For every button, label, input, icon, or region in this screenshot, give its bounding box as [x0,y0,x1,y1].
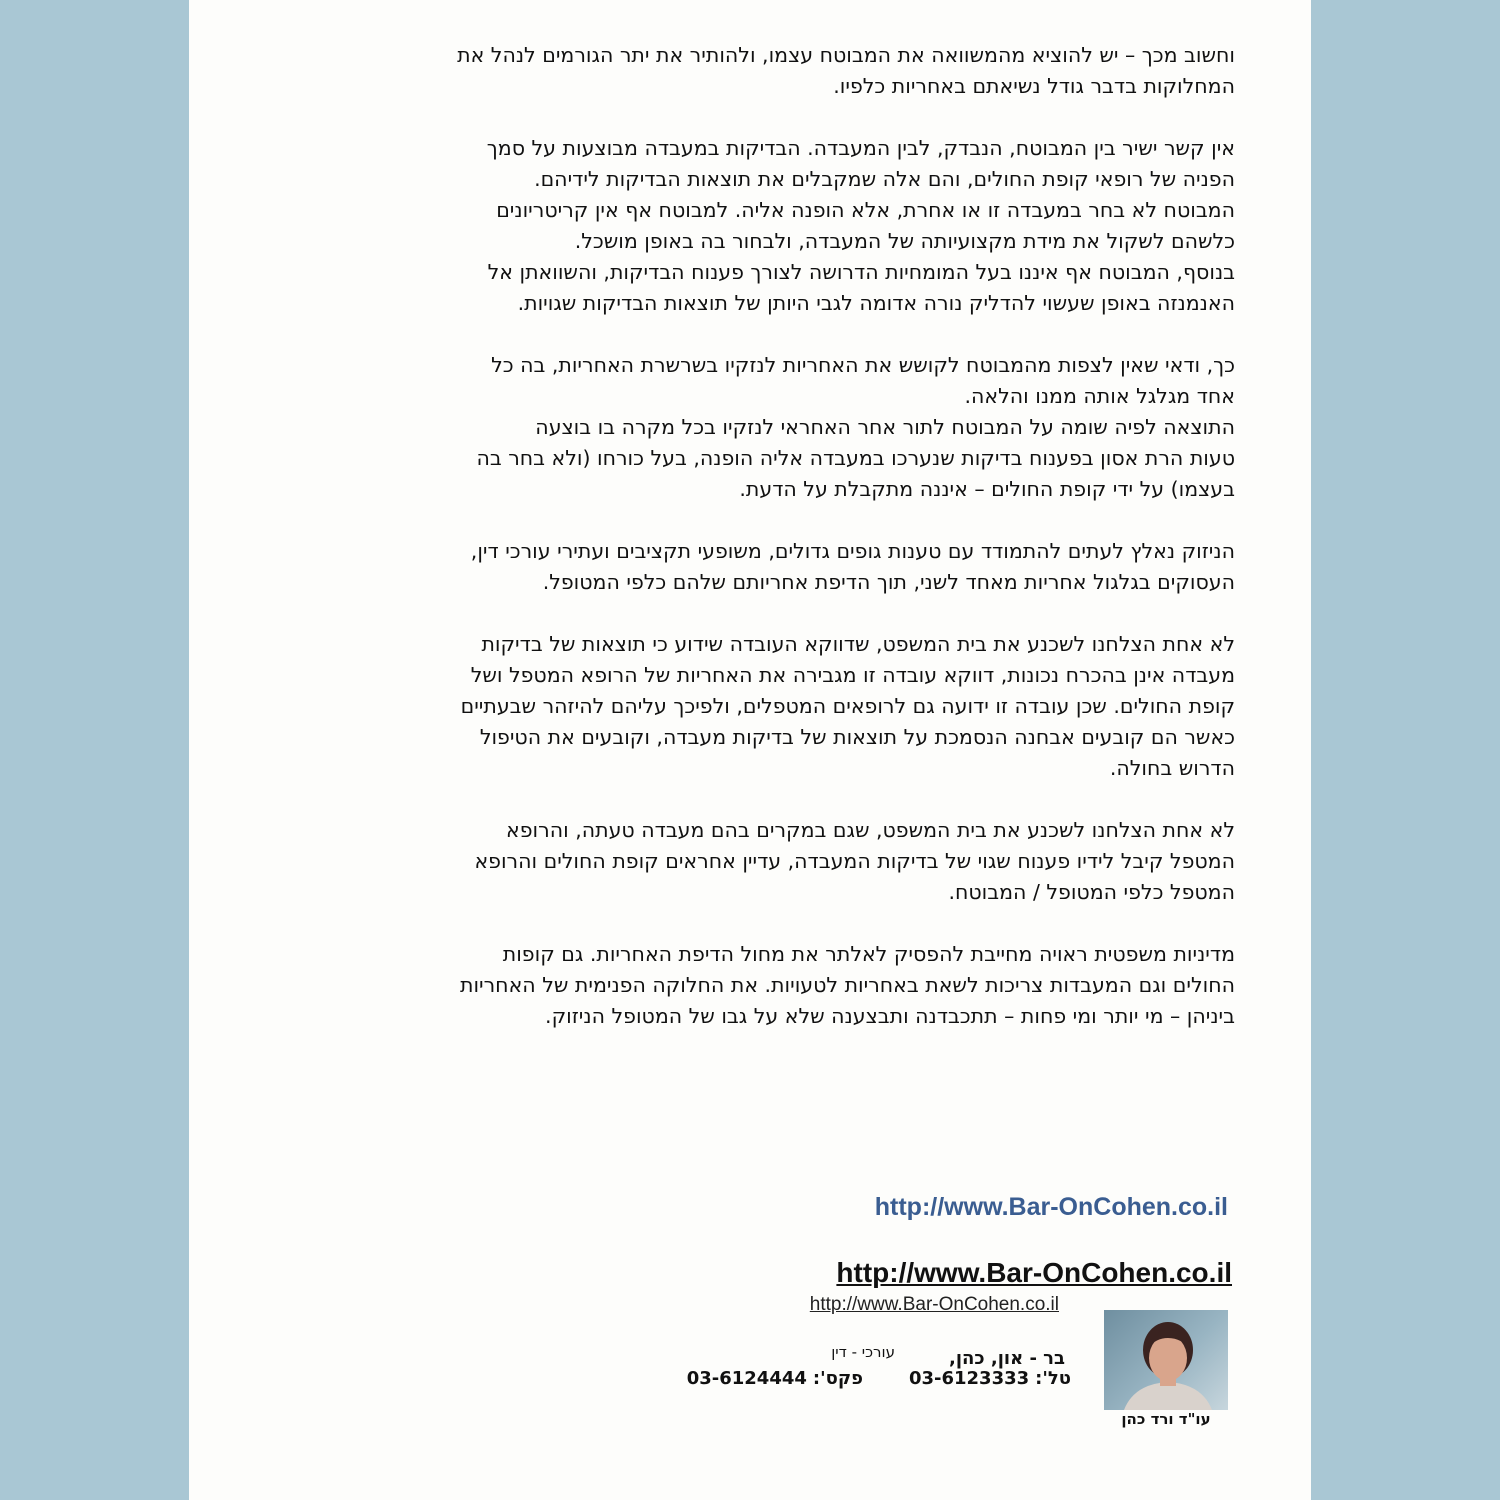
paragraph [279,815,1235,908]
text-line: אחד מגלגל אותה ממנו והלאה. [964,384,1235,408]
document-page [189,0,1311,1500]
website-link-blue[interactable]: http://www.Bar-OnCohen.co.il [874,1193,1228,1221]
article-body [279,40,1235,1063]
text-line: כך, ודאי שאין לצפות מהמבוטח לקושש את האחריות לנזקיו בשרשרת האחריות, בה כל [491,353,1235,377]
text-line: אין קשר ישיר בין המבוטח, הנבדק, לבין המעבדה. הבדיקות במעבדה מבוצעות על סמך [486,136,1235,160]
tel-number: 03-6123333 [908,1368,1030,1389]
paragraph [279,133,1235,319]
text-line: מעבדה אינן בהכרח נכונות, דווקא עובדה זו מגבירה את האחריות של הרופא המטפל ושל [470,663,1235,687]
text-line: כאשר הם קובעים אבחנה הנסמכת על תוצאות של בדיקות מעבדה, וקובעים את הטיפול [479,725,1235,749]
paragraph [279,629,1235,784]
text-line: בנוסף, המבוטח אף איננו בעל המומחיות הדרושה לצורך פענוח הבדיקות, והשוואתן אל [487,260,1235,284]
website-link-main[interactable]: http://www.Bar-OnCohen.co.il [836,1257,1232,1288]
text-line: החולים וגם המעבדות צריכות לשאת באחריות לטעויות. את החלוקה הפנימית של האחריות [459,973,1235,997]
fax-number: 03-6124444 [686,1368,807,1389]
text-line: קופת החולים. שכן עובדה זו ידועה גם לרופאים המטפלים, ולפיכך עליהם להיזהר שבעתיים [460,694,1235,718]
text-line: העסוקים בגלגול אחריות מאחד לשני, תוך הדיפת אחריותם שלהם כלפי המטופל. [542,570,1235,594]
text-line: המבוטח לא בחר במעבדה זו או אחרת, אלא הופנה אליה. למבוטח אף אין קריטריונים [496,198,1235,222]
paragraph [279,350,1235,505]
fax-label: פקס': [812,1368,863,1389]
paragraph [279,939,1235,1032]
text-line: האנמנזה באופן שעשוי להדליק נורה אדומה לגבי היותן של תוצאות הבדיקות שגויות. [517,291,1235,315]
text-line: לא אחת הצלחנו לשכנע את בית המשפט, שגם במקרים בהם מעבדה טעתה, והרופא [506,818,1235,842]
tel-label: טל': [1035,1368,1071,1389]
text-line: טעות הרת אסון בפענוח בדיקות שנערכו במעבדה אליה הופנה, בעל כורחו (ולא בחר בה [476,446,1235,470]
text-line: המחלוקות בדבר גודל נשיאתם באחריות כלפיו. [833,74,1235,98]
text-line: מדיניות משפטית ראויה מחייבת להפסיק לאלתר את מחול הדיפת האחריות. גם קופות [502,942,1235,966]
text-line: בעצמו) על ידי קופת החולים – איננה מתקבלת על הדעת. [739,477,1235,501]
contact-line [681,1368,1071,1389]
firm-title: עורכי - דין [831,1343,895,1361]
text-line: המטפל קיבל לידיו פענוח שגוי של בדיקות המעבדה, עדיין אחראים קופת החולים והרופא [474,849,1235,873]
text-line: התוצאה לפיה שומה על המבוטח לתור אחר האחראי לנזקיו בכל מקרה בו בוצעה [535,415,1235,439]
paragraph [279,40,1235,102]
paragraph [279,536,1235,598]
text-line: ביניהן – מי יותר ומי פחות – תתכבדנה ותבצענה שלא על גבו של המטופל הניזוק. [545,1004,1235,1028]
text-line: כלשהם לשקול את מידת מקצועיותה של המעבדה, ולבחור בה באופן מושכל. [574,229,1235,253]
text-line: לא אחת הצלחנו לשכנע את בית המשפט, שדווקא העובדה שידוע כי תוצאות של בדיקות [481,632,1235,656]
text-line: המטפל כלפי המטופל / המבוטח. [948,880,1235,904]
firm-name: בר - און, כהן, [949,1348,1065,1369]
photo-caption: עו"ד ורד כהן [1121,1410,1211,1428]
text-line: הפניה של רופאי קופת החולים, והם אלה שמקבלים את תוצאות הבדיקות לידיהם. [534,167,1235,191]
text-line: הניזוק נאלץ לעתים להתמודד עם טענות גופים גדולים, משופעי תקציבים ועתירי עורכי דין, [470,539,1235,563]
text-line: וחשוב מכך – יש להוציא מהמשוואה את המבוטח עצמו, ולהותיר את יתר הגורמים לנהל את [457,43,1235,67]
text-line: הדרוש בחולה. [1109,756,1235,780]
lawyer-portrait-photo [1104,1310,1228,1410]
website-link-small[interactable]: http://www.Bar-OnCohen.co.il [809,1294,1059,1315]
